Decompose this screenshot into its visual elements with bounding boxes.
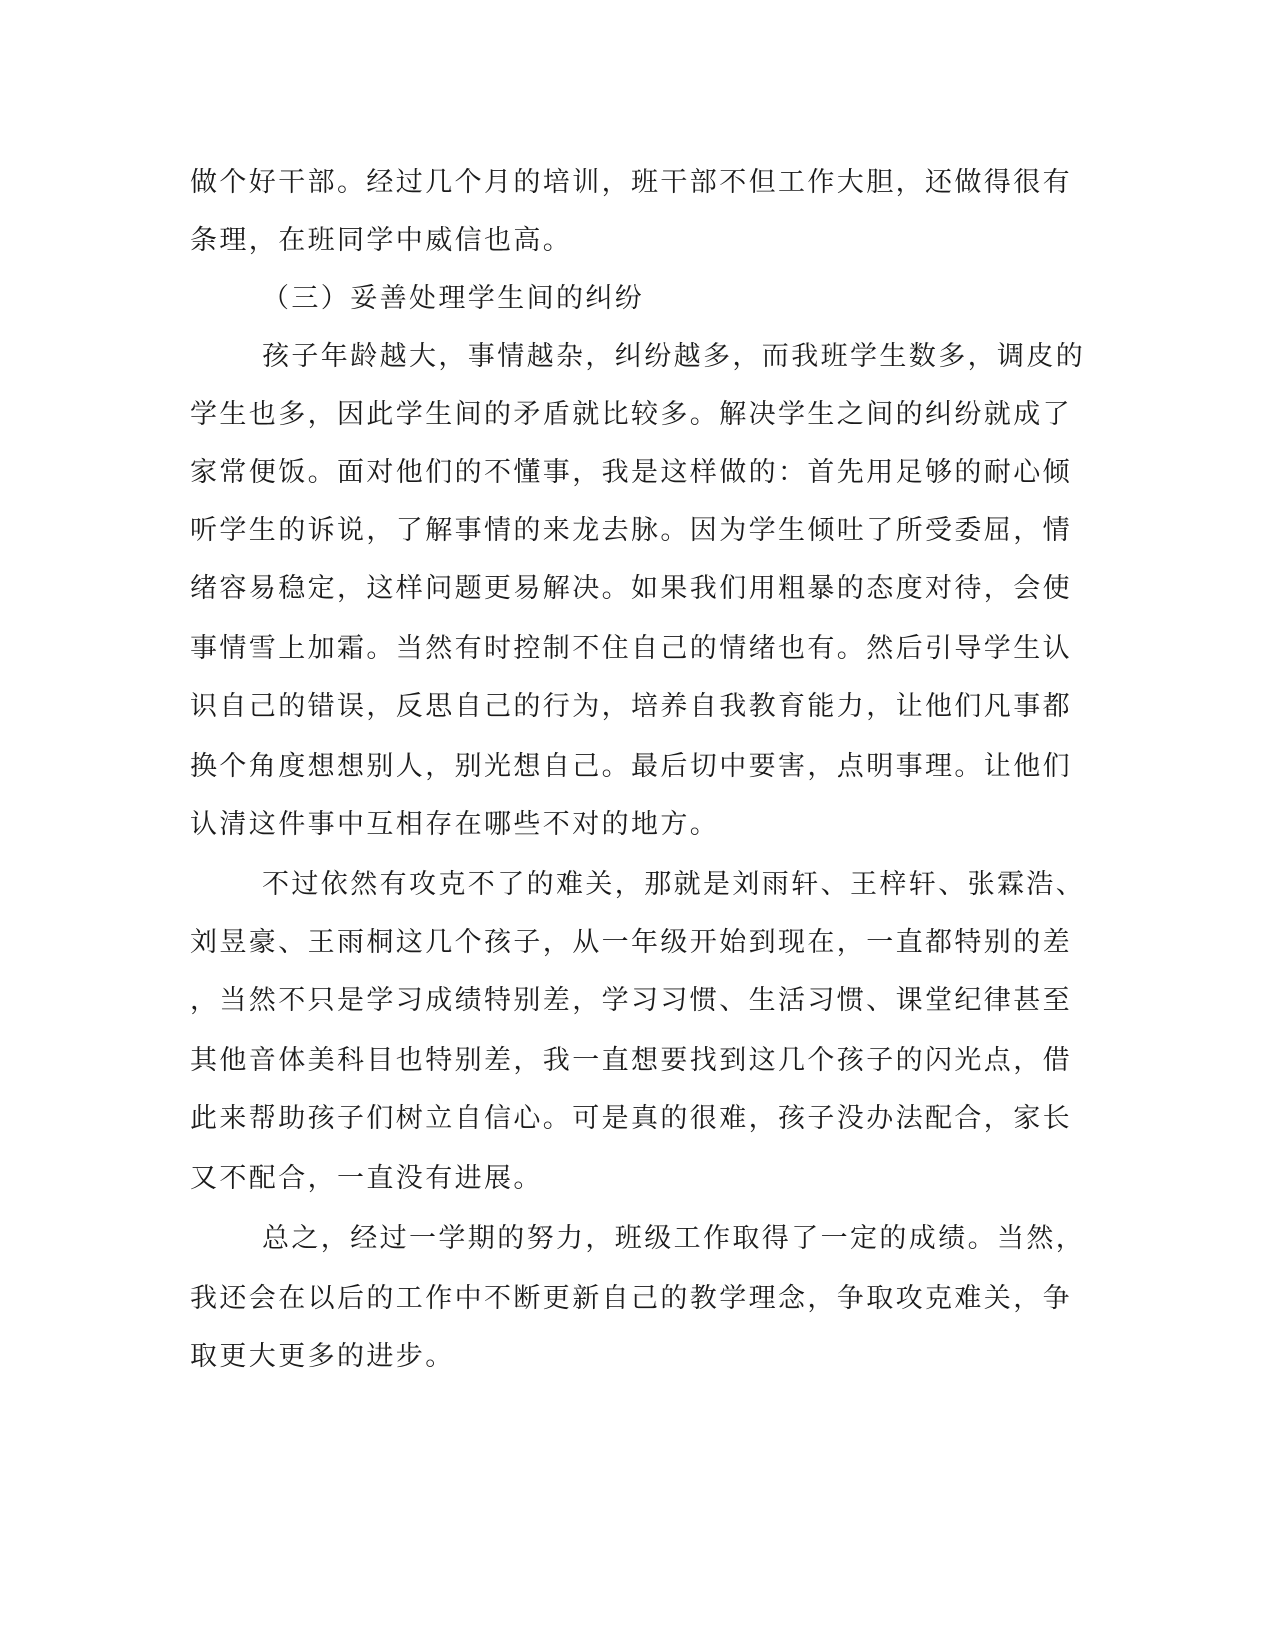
text-line: 做个好干部。经过几个月的培训，班干部不但工作大胆，还做得很有 [190, 167, 1072, 198]
text-line: 总之，经过一学期的努力，班级工作取得了一定的成绩。当然， [262, 1223, 1086, 1254]
text-line: 又不配合，一直没有进展。 [190, 1163, 543, 1194]
text-line: 刘昱豪、王雨桐这几个孩子，从一年级开始到现在，一直都特别的差 [190, 927, 1072, 958]
text-line: 听学生的诉说，了解事情的来龙去脉。因为学生倾吐了所受委屈，情 [190, 515, 1072, 546]
text-line: 不过依然有攻克不了的难关，那就是刘雨轩、王梓轩、张霖浩、 [262, 869, 1086, 900]
text-line: 事情雪上加霜。当然有时控制不住自己的情绪也有。然后引导学生认 [190, 633, 1072, 664]
text-line: 我还会在以后的工作中不断更新自己的教学理念，争取攻克难关，争 [190, 1283, 1072, 1314]
text-line: 条理，在班同学中威信也高。 [190, 225, 573, 256]
text-line: 换个角度想想别人，别光想自己。最后切中要害，点明事理。让他们 [190, 751, 1072, 782]
section-heading: （三）妥善处理学生间的纠纷 [262, 283, 645, 314]
text-line: 取更大更多的进步。 [190, 1341, 455, 1372]
text-line: 孩子年龄越大，事情越杂，纠纷越多，而我班学生数多，调皮的 [262, 341, 1086, 372]
text-line: ，当然不只是学习成绩特别差，学习习惯、生活习惯、课堂纪律甚至 [190, 985, 1072, 1016]
text-line: 认清这件事中互相存在哪些不对的地方。 [190, 809, 720, 840]
text-line: 学生也多，因此学生间的矛盾就比较多。解决学生之间的纠纷就成了 [190, 399, 1072, 430]
text-line: 绪容易稳定，这样问题更易解决。如果我们用粗暴的态度对待，会使 [190, 573, 1072, 604]
text-line: 家常便饭。面对他们的不懂事，我是这样做的：首先用足够的耐心倾 [190, 457, 1072, 488]
text-line: 其他音体美科目也特别差，我一直想要找到这几个孩子的闪光点，借 [190, 1045, 1072, 1076]
text-line: 此来帮助孩子们树立自信心。可是真的很难，孩子没办法配合，家长 [190, 1103, 1072, 1134]
text-line: 识自己的错误，反思自己的行为，培养自我教育能力，让他们凡事都 [190, 691, 1072, 722]
